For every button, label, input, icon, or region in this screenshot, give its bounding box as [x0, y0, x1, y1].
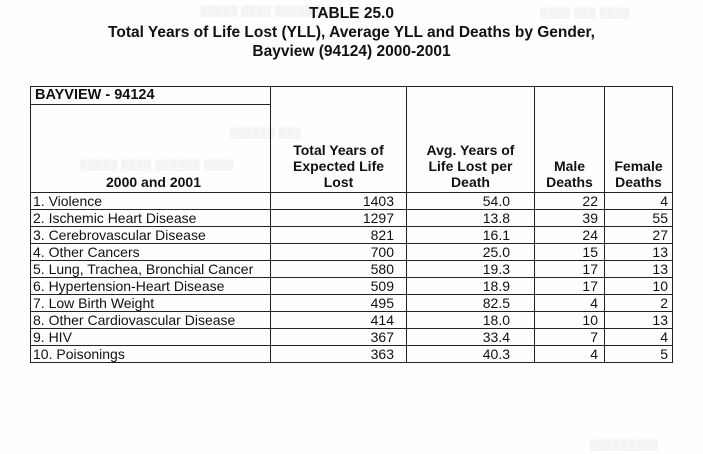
- cause-label: 10. Poisonings: [31, 346, 271, 363]
- table-row: [31, 312, 673, 329]
- bleed-through-texture: ▒▒▒▒▒ ▒▒▒▒ ▒▒▒▒▒▒: [200, 6, 321, 17]
- male-deaths-value: 17: [535, 278, 605, 295]
- region-label: BAYVIEW - 94124: [31, 87, 271, 105]
- table-row: [31, 329, 673, 346]
- cause-label: 5. Lung, Trachea, Bronchial Cancer: [31, 261, 271, 278]
- table-row: [31, 346, 673, 363]
- total-yll-value: 700: [271, 244, 407, 261]
- total-yll-value: 363: [271, 346, 407, 363]
- female-deaths-value: 4: [605, 193, 673, 210]
- avg-yll-value: 25.0: [407, 244, 535, 261]
- total-yll-value: 509: [271, 278, 407, 295]
- female-deaths-value: 5: [605, 346, 673, 363]
- cause-label: 6. Hypertension-Heart Disease: [31, 278, 271, 295]
- period-header: 2000 and 2001: [31, 105, 271, 193]
- table-row: [31, 210, 673, 227]
- table-row: [31, 193, 673, 210]
- cause-label: 8. Other Cardiovascular Disease: [31, 312, 271, 329]
- region-row-spacer: [407, 87, 535, 105]
- total-yll-value: 580: [271, 261, 407, 278]
- male-deaths-value: 24: [535, 227, 605, 244]
- bleed-through-texture: ▒▒▒▒▒ ▒▒▒▒ ▒▒▒▒▒▒ ▒▒▒▒: [80, 160, 234, 171]
- avg-yll-value: 54.0: [407, 193, 535, 210]
- avg-yll-value: 13.8: [407, 210, 535, 227]
- avg-yll-value: 19.3: [407, 261, 535, 278]
- total-yll-value: 821: [271, 227, 407, 244]
- region-row: [31, 87, 673, 105]
- yll-table: [30, 86, 673, 363]
- male-deaths-value: 15: [535, 244, 605, 261]
- bleed-through-texture: ▒▒▒▒ ▒▒▒ ▒▒▒▒: [540, 8, 630, 19]
- female-deaths-value: 27: [605, 227, 673, 244]
- total-yll-value: 495: [271, 295, 407, 312]
- female-deaths-value: 4: [605, 329, 673, 346]
- female-deaths-value: 13: [605, 312, 673, 329]
- table-row: [31, 295, 673, 312]
- avg-yll-value: 82.5: [407, 295, 535, 312]
- cause-label: 7. Low Birth Weight: [31, 295, 271, 312]
- table-row: [31, 227, 673, 244]
- female-deaths-value: 2: [605, 295, 673, 312]
- avg-yll-value: 18.9: [407, 278, 535, 295]
- male-deaths-value: 4: [535, 295, 605, 312]
- male-deaths-value: 39: [535, 210, 605, 227]
- male-deaths-value: 4: [535, 346, 605, 363]
- avg-yll-header: Avg. Years of Life Lost per Death: [407, 105, 535, 193]
- male-deaths-value: 7: [535, 329, 605, 346]
- table-row: [31, 244, 673, 261]
- cause-label: 4. Other Cancers: [31, 244, 271, 261]
- total-yll-value: 367: [271, 329, 407, 346]
- bleed-through-texture: ▒▒▒▒▒▒ ▒▒▒: [230, 128, 302, 139]
- region-row-spacer: [535, 87, 605, 105]
- table-row: [31, 261, 673, 278]
- female-deaths-value: 55: [605, 210, 673, 227]
- total-yll-value: 1403: [271, 193, 407, 210]
- total-yll-value: 1297: [271, 210, 407, 227]
- total-yll-header: Total Years of Expected Life Lost: [271, 105, 407, 193]
- table-subtitle: Bayview (94124) 2000-2001: [252, 43, 451, 60]
- table-title-block: [0, 4, 703, 61]
- table-title: Total Years of Life Lost (YLL), Average YLL and Deaths by Gender,: [108, 24, 595, 41]
- cause-label: 3. Cerebrovascular Disease: [31, 227, 271, 244]
- male-deaths-value: 17: [535, 261, 605, 278]
- female-deaths-value: 10: [605, 278, 673, 295]
- avg-yll-value: 18.0: [407, 312, 535, 329]
- cause-label: 1. Violence: [31, 193, 271, 210]
- table-row: [31, 278, 673, 295]
- bleed-through-texture: ▒▒▒▒▒▒▒▒▒: [590, 440, 659, 451]
- female-deaths-value: 13: [605, 261, 673, 278]
- table-number: TABLE 25.0: [309, 5, 394, 22]
- header-row: [31, 105, 673, 193]
- male-deaths-header: Male Deaths: [535, 105, 605, 193]
- region-row-spacer: [271, 87, 407, 105]
- female-deaths-header: Female Deaths: [605, 105, 673, 193]
- male-deaths-value: 22: [535, 193, 605, 210]
- cause-label: 9. HIV: [31, 329, 271, 346]
- female-deaths-value: 13: [605, 244, 673, 261]
- total-yll-value: 414: [271, 312, 407, 329]
- cause-label: 2. Ischemic Heart Disease: [31, 210, 271, 227]
- avg-yll-value: 40.3: [407, 346, 535, 363]
- male-deaths-value: 10: [535, 312, 605, 329]
- avg-yll-value: 16.1: [407, 227, 535, 244]
- avg-yll-value: 33.4: [407, 329, 535, 346]
- region-row-spacer: [605, 87, 673, 105]
